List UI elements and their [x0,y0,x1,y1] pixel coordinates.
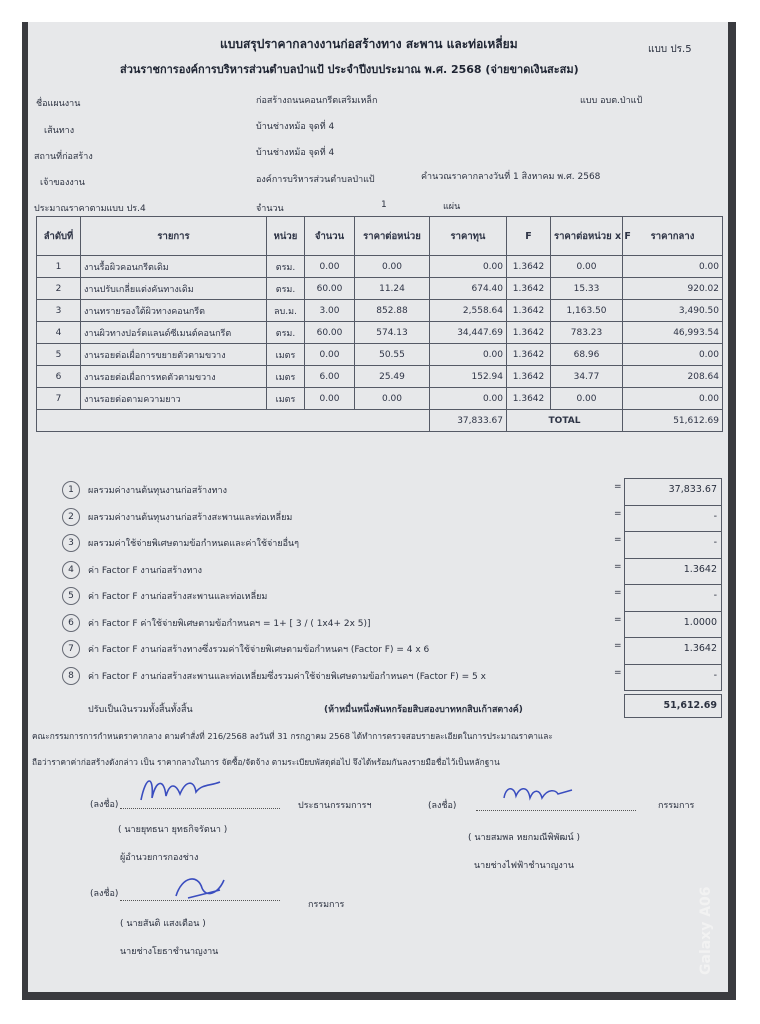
col-header-cost: ราคาทุน [430,217,507,256]
owner-label: เจ้าของงาน [40,178,85,188]
summary-number: 7 [62,640,80,658]
signer-1-name: ( นายยุทธนา ยุทธกิจรัตนา ) [118,825,228,835]
quantity-label: จำนวน [256,204,284,214]
cell-unit-f: 0.00 [551,256,623,278]
equals-sign: = [614,561,622,572]
sign-label-1: (ลงชื่อ) [90,800,119,810]
cell-qty: 0.00 [305,256,355,278]
cell-qty: 6.00 [305,366,355,388]
signature-2 [498,780,578,810]
final-amount: 51,612.69 [624,694,722,718]
cell-unit: เมตร [267,366,305,388]
summary-label: ผลรวมค่างานต้นทุนงานก่อสร้างสะพานและท่อเหลี่ยม [88,512,293,523]
signer-2-name: ( นายสมพล หยกมณีพิพัฒน์ ) [468,833,581,843]
form-code: แบบ ปร.5 [648,44,692,55]
project-label: ชื่อแผนงาน [36,99,81,109]
cell-cost: 674.40 [430,278,507,300]
summary-label: ผลรวมค่างานต้นทุนงานก่อสร้างทาง [88,486,227,496]
summary-value: - [624,664,722,692]
signature-3 [168,870,238,904]
final-label: ปรับเป็นเงินรวมทั้งสิ้นทั้งสิ้น [88,705,193,715]
summary-label: ค่า Factor F งานก่อสร้างทางซึ่งรวมค่าใช้จ่ายพิเศษตามข้อกำหนดฯ (Factor F) = 4 x 6 [88,645,430,655]
cell-unit-price: 0.00 [355,388,430,410]
total-cost: 37,833.67 [430,410,507,432]
summary-number: 1 [62,481,80,499]
price-table [36,216,723,432]
project-value: ก่อสร้างถนนคอนกรีตเสริมเหล็ก [256,96,378,106]
member-role-2: กรรมการ [308,900,345,910]
col-header-unit: หน่วย [267,217,305,256]
signer-3-title: นายช่างโยธาชำนาญงาน [120,947,219,957]
cell-qty: 0.00 [305,344,355,366]
route-label: เส้นทาง [44,126,75,136]
cell-qty: 60.00 [305,322,355,344]
sign-label-2: (ลงชื่อ) [428,801,457,811]
document-subtitle: ส่วนราชการองค์การบริหารส่วนตำบลป่าแป้ ประจำปีงบประมาณ พ.ศ. 2568 (จ่ายขาดเงินสะสม) [120,63,579,76]
cell-cost: 2,558.64 [430,300,507,322]
col-header-unit-f: ราคาต่อหน่วย x F [551,217,623,256]
cell-total: 0.00 [623,256,723,278]
equals-sign: = [614,667,622,678]
cell-f: 1.3642 [507,366,551,388]
col-header-unit-price: ราคาต่อหน่วย [355,217,430,256]
summary-number: 4 [62,561,80,579]
cell-no: 1 [37,256,81,278]
signer-1-title: ผู้อำนวยการกองช่าง [120,853,199,863]
summary-number: 2 [62,508,80,526]
cell-f: 1.3642 [507,278,551,300]
watermark-text: Galaxy A06 [698,886,714,975]
cell-no: 4 [37,322,81,344]
cell-total: 0.00 [623,344,723,366]
cell-unit: ตรม. [267,322,305,344]
table-header-row [37,217,723,256]
cell-qty: 60.00 [305,278,355,300]
chair-role: ประธานกรรมการฯ [298,801,372,811]
cell-cost: 152.94 [430,366,507,388]
quantity-value: 1 [381,200,387,210]
equals-sign: = [614,482,622,492]
table-total-row [37,410,723,432]
cell-unit-f: 34.77 [551,366,623,388]
summary-value: - [624,505,722,533]
cell-total: 208.64 [623,366,723,388]
cell-unit: ตรม. [267,278,305,300]
route-value: บ้านช่างหม้อ จุดที่ 4 [256,122,335,132]
summary-number: 6 [62,614,80,632]
signature-line-3 [120,900,280,901]
camera-watermark [694,867,718,977]
summary-number: 5 [62,587,80,605]
committee-statement-1: คณะกรรมการการกำหนดราคากลาง ตามคำสั่งที่ 216/2568 ลงวันที่ 31 กรกฎาคม 2568 ได้ทำการตรวจสอบรายละเอียดในการประมาณราคาและ [32,731,553,741]
summary-number: 8 [62,667,80,685]
estimate-label: ประมาณราคาตามแบบ ปร.4 [34,204,146,214]
signature-1 [136,770,226,810]
cell-total: 920.02 [623,278,723,300]
cell-unit-price: 574.13 [355,322,430,344]
site-label: สถานที่ก่อสร้าง [34,152,93,162]
cell-item: งานรื้อผิวคอนกรีตเดิม [81,256,267,278]
cell-cost: 0.00 [430,344,507,366]
equals-sign: = [614,641,622,651]
cell-item: งานรอยต่อเผื่อการขยายตัวตามขวาง [81,344,267,366]
summary-label: ค่า Factor F งานก่อสร้างทาง [88,565,202,576]
sign-label-3: (ลงชื่อ) [90,889,119,899]
cell-no: 3 [37,300,81,322]
cell-f: 1.3642 [507,322,551,344]
cell-f: 1.3642 [507,256,551,278]
cell-unit: เมตร [267,344,305,366]
table-row [37,256,723,278]
col-header-item: รายการ [81,217,267,256]
total-label: TOTAL [507,410,623,432]
cell-f: 1.3642 [507,344,551,366]
cell-unit-f: 783.23 [551,322,623,344]
calc-date: คำนวณราคากลางวันที่ 1 สิงหาคม พ.ศ. 2568 [421,172,601,182]
table-row [37,366,723,388]
col-header-no: ลำดับที่ [37,217,81,256]
cell-unit-price: 50.55 [355,344,430,366]
cell-unit-f: 15.33 [551,278,623,300]
summary-value: 1.0000 [624,611,722,639]
cell-unit: ตรม. [267,256,305,278]
member-role: กรรมการ [658,801,695,811]
cell-item: งานปรับเกลี่ยแต่งคันทางเดิม [81,278,267,300]
signer-2-title: นายช่างไฟฟ้าชำนาญงาน [474,861,574,871]
document-title: แบบสรุปราคากลางงานก่อสร้างทาง สะพาน และท่อเหลี่ยม [220,37,518,51]
equals-sign: = [614,535,622,545]
col-header-qty: จำนวน [305,217,355,256]
summary-value: - [624,531,722,559]
summary-number: 3 [62,534,80,552]
table-row [37,388,723,410]
cell-item: งานทรายรองใต้ผิวทางคอนกรีต [81,300,267,322]
site-value: บ้านช่างหม้อ จุดที่ 4 [256,148,335,158]
equals-sign: = [614,614,622,625]
summary-value: 1.3642 [624,558,722,586]
cell-unit-f: 68.96 [551,344,623,366]
cell-unit: ลบ.ม. [267,300,305,322]
col-header-total: ราคากลาง [623,217,723,256]
cell-item: งานรอยต่อตามความยาว [81,388,267,410]
signature-line-2 [476,810,636,811]
cell-total: 46,993.54 [623,322,723,344]
signer-3-name: ( นายสันติ แสงเตือน ) [120,919,206,929]
summary-value: - [624,584,722,612]
cell-unit-f: 1,163.50 [551,300,623,322]
cell-unit-price: 11.24 [355,278,430,300]
cell-unit-price: 0.00 [355,256,430,278]
total-value: 51,612.69 [623,410,723,432]
summary-value: 1.3642 [624,637,722,665]
signature-line-1 [120,808,280,809]
col-header-f: F [507,217,551,256]
cell-qty: 0.00 [305,388,355,410]
sheet-label: แผ่น [443,202,461,212]
document-page [28,22,728,992]
cell-item: งานผิวทางปอร์ตแลนด์ซีเมนต์คอนกรีต [81,322,267,344]
cell-no: 2 [37,278,81,300]
form-reference: แบบ อบต.ป่าแป้ [580,96,643,106]
table-row [37,300,723,322]
cell-f: 1.3642 [507,300,551,322]
table-row [37,322,723,344]
cell-total: 0.00 [623,388,723,410]
equals-sign: = [614,588,622,598]
cell-no: 7 [37,388,81,410]
cell-item: งานรอยต่อเผื่อการหดตัวตามขวาง [81,366,267,388]
summary-value: 37,833.67 [624,478,722,506]
owner-value: องค์การบริหารส่วนตำบลป่าแป้ [256,175,375,185]
summary-label: ค่า Factor F งานก่อสร้างสะพานและท่อเหลี่ยม [88,592,268,602]
equals-sign: = [614,508,622,519]
summary-label: ค่า Factor F งานก่อสร้างสะพานและท่อเหลี่ยมซึ่งรวมค่าใช้จ่ายพิเศษตามข้อกำหนดฯ (Factor F) = 5 x [88,671,486,682]
table-row [37,344,723,366]
cell-unit-price: 25.49 [355,366,430,388]
cell-no: 5 [37,344,81,366]
cell-cost: 0.00 [430,388,507,410]
cell-cost: 34,447.69 [430,322,507,344]
cell-unit-price: 852.88 [355,300,430,322]
cell-qty: 3.00 [305,300,355,322]
cell-cost: 0.00 [430,256,507,278]
committee-statement-2: ถือว่าราคาค่าก่อสร้างดังกล่าว เป็น ราคากลางในการ จัดซื้อ/จัดจ้าง ตามระเบียบพัสดุต่อไป จึงได้พร้อมกันลงรายมือชื่อไว้เป็นหลักฐาน [32,757,500,767]
cell-f: 1.3642 [507,388,551,410]
summary-label: ผลรวมค่าใช้จ่ายพิเศษตามข้อกำหนดและค่าใช้จ่ายอื่นๆ [88,539,299,549]
cell-unit: เมตร [267,388,305,410]
cell-total: 3,490.50 [623,300,723,322]
cell-no: 6 [37,366,81,388]
cell-unit-f: 0.00 [551,388,623,410]
table-row [37,278,723,300]
summary-label: ค่า Factor F ค่าใช้จ่ายพิเศษตามข้อกำหนดฯ = 1+ [ 3 / ( 1x4+ 2x 5)] [88,618,371,629]
amount-in-words: (ห้าหมื่นหนึ่งพันหกร้อยสิบสองบาทหกสิบเก้าสตางค์) [324,705,523,715]
